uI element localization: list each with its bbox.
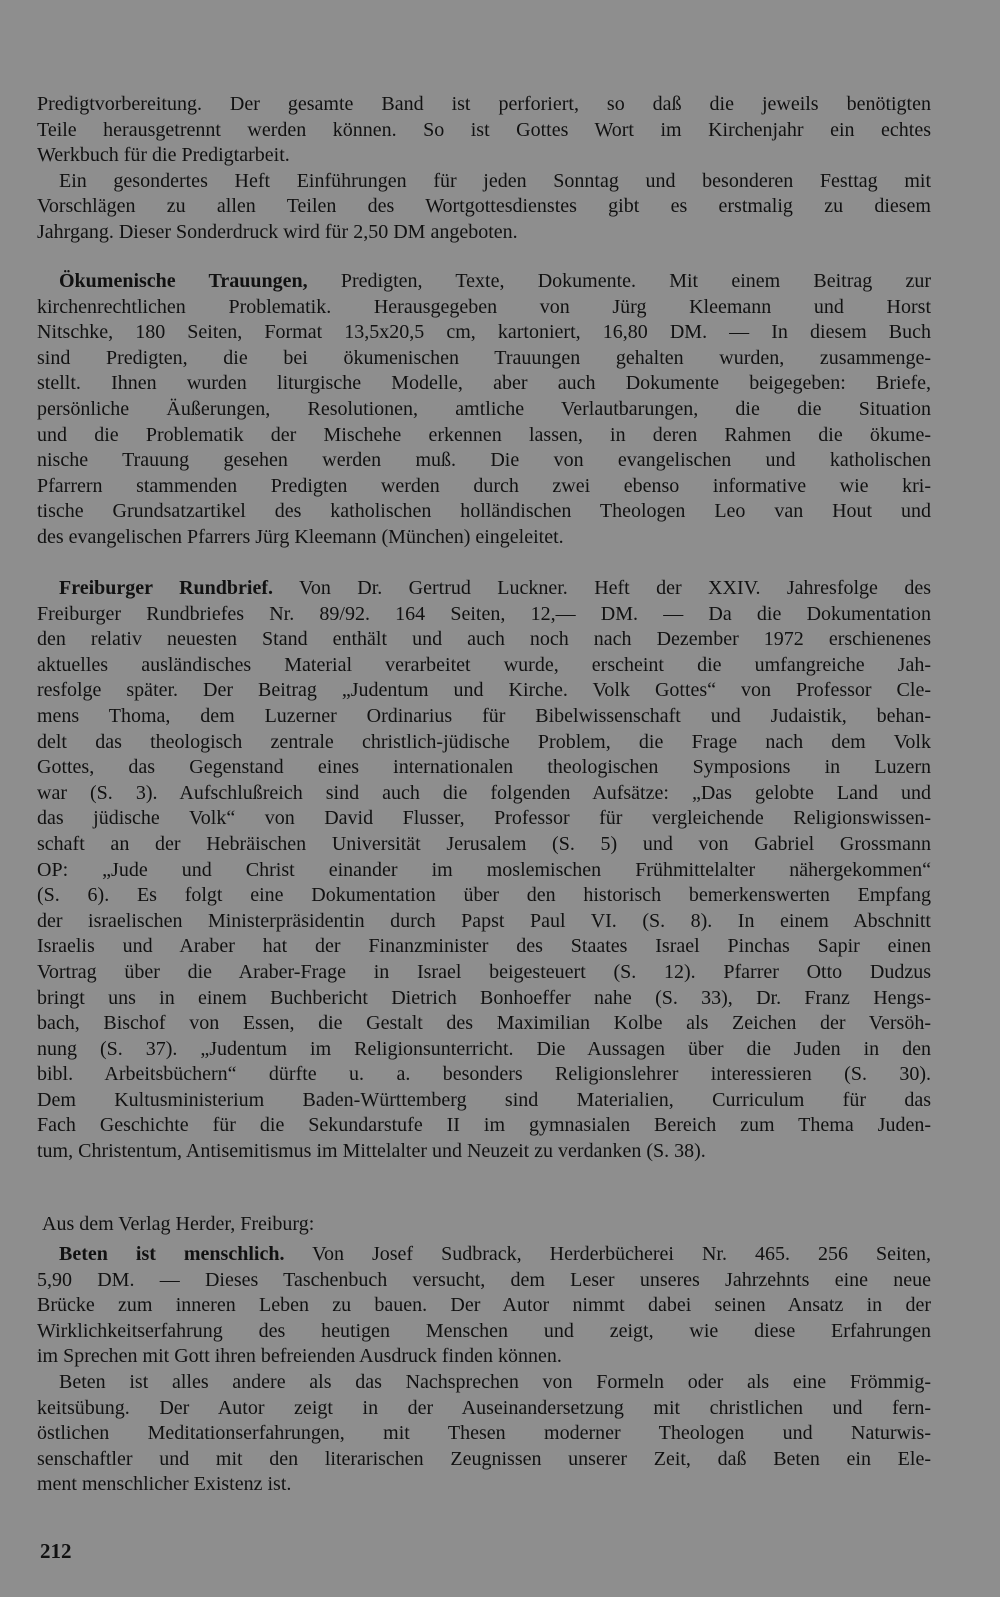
- text-line: schaft an der Hebräischen Universität Jerusalem (S. 5) und von Gabriel Grossmann: [37, 832, 931, 855]
- text-run: Von Dr. Gertrud Luckner. Heft der XXIV. Jahresfolge des: [272, 577, 931, 599]
- text-line: im Sprechen mit Gott ihren befreienden Ausdruck finden können.: [37, 1345, 562, 1368]
- text-line: delt das theologisch zentrale christlich-jüdische Problem, die Frage nach dem Volk: [37, 730, 931, 753]
- text-line: Werkbuch für die Predigtarbeit.: [37, 144, 290, 167]
- text-line: resfolge später. Der Beitrag „Judentum und Kirche. Volk Gottes“ von Professor Cle-: [37, 679, 931, 702]
- intro-block: [37, 92, 931, 246]
- text-line: nung (S. 37). „Judentum im Religionsunterricht. Die Aussagen über die Juden in den: [37, 1037, 931, 1060]
- text-line: bringt uns in einem Buchbericht Dietrich Bonhoeffer nahe (S. 33), Dr. Franz Hengs-: [37, 986, 931, 1009]
- text-line: Vortrag über die Araber-Frage in Israel beigesteuert (S. 12). Pfarrer Otto Dudzus: [37, 960, 931, 983]
- text-line: war (S. 3). Aufschlußreich sind auch die folgenden Aufsätze: „Das gelobte Land und: [37, 781, 931, 804]
- text-line: (S. 6). Es folgt eine Dokumentation über den historisch bemerkenswerten Empfang: [37, 884, 931, 907]
- text-line: den relativ neuesten Stand enthält und auch noch nach Dezember 1972 erschienenes: [37, 628, 931, 651]
- text-line: Beten ist alles andere als das Nachsprechen von Formeln oder als eine Frömmig-: [59, 1370, 931, 1393]
- text-line: tische Grundsatzartikel des katholischen holländischen Theologen Leo van Hout und: [37, 500, 931, 523]
- text-line: stellt. Ihnen wurden liturgische Modelle, aber auch Dokumente beigegeben: Briefe,: [37, 372, 931, 395]
- text-line: bibl. Arbeitsbüchern“ dürfte u. a. besonders Religionslehrer interessieren (S. 30).: [37, 1063, 931, 1086]
- text-line: [37, 576, 931, 602]
- text-line: Ein gesondertes Heft Einführungen für jeden Sonntag und besonderen Festtag mit: [59, 169, 931, 192]
- text-line: der israelischen Ministerpräsidentin durch Papst Paul VI. (S. 8). In einem Abschnitt: [37, 909, 931, 932]
- text-line: das jüdische Volk“ von David Flusser, Professor für vergleichende Religionswissen-: [37, 807, 931, 830]
- text-line: aktuelles ausländisches Material verarbeitet wurde, erscheint die umfangreiche Jah-: [37, 653, 931, 676]
- text-line: Freiburger Rundbriefes Nr. 89/92. 164 Seiten, 12,— DM. — Da die Dokumentation: [37, 602, 931, 625]
- text-line: bach, Bischof von Essen, die Gestalt des Maximilian Kolbe als Zeichen der Versöh-: [37, 1012, 931, 1035]
- publisher-heading: Aus dem Verlag Herder, Freiburg:: [42, 1213, 315, 1235]
- text-line: Israelis und Araber hat der Finanzminister des Staates Israel Pinchas Sapir einen: [37, 935, 931, 958]
- text-line: persönliche Äußerungen, Resolutionen, amtliche Verlautbarungen, die die Situation: [37, 397, 931, 420]
- text-line: 5,90 DM. — Dieses Taschenbuch versucht, dem Leser unseres Jahrzehnts eine neue: [37, 1268, 931, 1291]
- text-line: [37, 1242, 931, 1268]
- text-line: OP: „Jude und Christ einander im moslemischen Frühmittelalter nähergekommen“: [37, 858, 931, 881]
- text-line: Wirklichkeitserfahrung des heutigen Menschen und zeigt, wie diese Erfahrungen: [37, 1319, 931, 1342]
- text-line: [37, 269, 931, 295]
- text-line: Predigtvorbereitung. Der gesamte Band ist perforiert, so daß die jeweils benötigten: [37, 93, 931, 115]
- text-line: Fach Geschichte für die Sekundarstufe II im gymnasialen Bereich zum Thema Juden-: [37, 1114, 931, 1137]
- text-line: des evangelischen Pfarrers Jürg Kleemann (München) eingeleitet.: [37, 525, 564, 548]
- text-line: Gottes, das Gegenstand eines internationalen theologischen Symposions in Luzern: [37, 756, 931, 779]
- text-run: Predigten, Texte, Dokumente. Mit einem Beitrag zur: [307, 270, 932, 292]
- text-line: Pfarrern stammenden Predigten werden durch zwei ebenso informative wie kri-: [37, 474, 931, 497]
- text-line: Teile herausgetrennt werden können. So ist Gottes Wort im Kirchenjahr ein echtes: [37, 118, 931, 141]
- text-line: ment menschlicher Existenz ist.: [37, 1473, 292, 1496]
- review-oekumenische-trauungen: [37, 269, 931, 551]
- text-line: Dem Kultusministerium Baden-Württemberg sind Materialien, Curriculum für das: [37, 1088, 931, 1111]
- review-freiburger-rundbrief: [37, 576, 931, 1165]
- review-title: Beten ist menschlich.: [59, 1243, 285, 1265]
- page-number: 212: [40, 1539, 72, 1563]
- text-line: tum, Christentum, Antisemitismus im Mittelalter und Neuzeit zu verdanken (S. 38).: [37, 1140, 706, 1163]
- text-line: Jahrgang. Dieser Sonderdruck wird für 2,50 DM angeboten.: [37, 220, 518, 243]
- text-line: sind Predigten, die bei ökumenischen Trauungen gehalten wurden, zusammenge-: [37, 346, 931, 369]
- text-line: und die Problematik der Mischehe erkennen lassen, in deren Rahmen die ökume-: [37, 423, 931, 446]
- review-title: Ökumenische Trauungen,: [59, 270, 308, 292]
- text-line: kirchenrechtlichen Problematik. Herausgegeben von Jürg Kleemann und Horst: [37, 295, 931, 318]
- text-line: Vorschlägen zu allen Teilen des Wortgottesdienstes gibt es erstmalig zu diesem: [37, 195, 931, 218]
- text-line: mens Thoma, dem Luzerner Ordinarius für Bibelwissenschaft und Judaistik, behan-: [37, 704, 931, 727]
- text-line: keitsübung. Der Autor zeigt in der Auseinandersetzung mit christlichen und fern-: [37, 1396, 931, 1419]
- text-line: nische Trauung gesehen werden muß. Die von evangelischen und katholischen: [37, 449, 931, 472]
- text-line: senschaftler und mit den literarischen Zeugnissen unserer Zeit, daß Beten ein Ele-: [37, 1447, 931, 1470]
- text-line: östlichen Meditationserfahrungen, mit Thesen moderner Theologen und Naturwis-: [37, 1422, 931, 1445]
- text-run: Von Josef Sudbrack, Herderbücherei Nr. 465. 256 Seiten,: [284, 1243, 932, 1265]
- review-beten-ist-menschlich: [37, 1242, 931, 1498]
- review-title: Freiburger Rundbrief.: [59, 577, 273, 599]
- text-line: Brücke zum inneren Leben zu bauen. Der Autor nimmt dabei seinen Ansatz in der: [37, 1294, 931, 1317]
- text-line: Nitschke, 180 Seiten, Format 13,5x20,5 cm, kartoniert, 16,80 DM. — In diesem Buch: [37, 321, 931, 344]
